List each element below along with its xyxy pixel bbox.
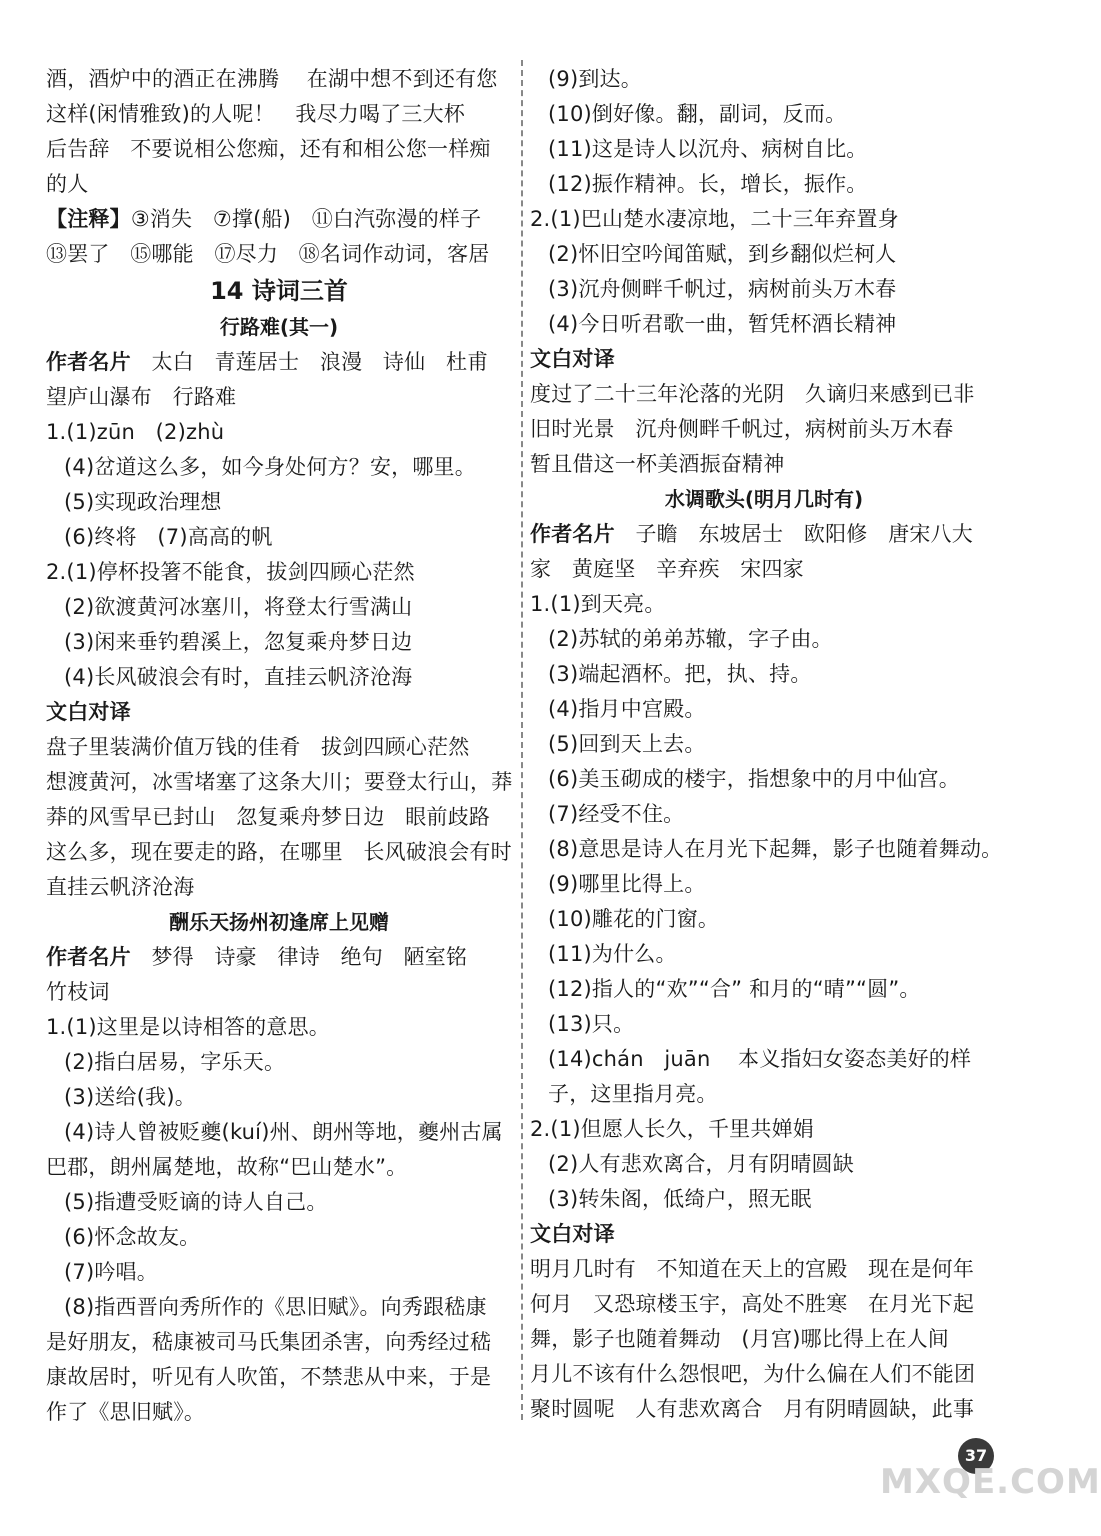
text-line: 暂且借这一杯美酒振奋精神 [530, 452, 785, 476]
text-line: (5)回到天上去。 [548, 732, 706, 756]
text-line: (3)送给(我)。 [64, 1085, 196, 1109]
text-line: (4)指月中宫殿。 [548, 697, 706, 721]
text-line: 1.(1)这里是以诗相答的意思。 [46, 1015, 330, 1039]
text-line: (3)沉舟侧畔千帆过，病树前头万木春 [548, 277, 897, 301]
labeled-line [530, 517, 998, 552]
text-line: 1.(1)到天亮。 [530, 592, 666, 616]
text-line: 后告辞 不要说相公您痴，还有和相公您一样痴 [46, 137, 491, 161]
text-line: 巴郡，朗州属楚地，故称“巴山楚水”。 [46, 1155, 408, 1179]
text-line: 盘子里装满价值万钱的佳肴 拔剑四顾心茫然 [46, 735, 470, 759]
section-heading: 文白对译 [530, 347, 615, 371]
text-line: (11)为什么。 [548, 942, 677, 966]
text-line: 舞，影子也随着舞动 (月宫)哪比得上在人间 [530, 1327, 950, 1351]
text-line: (3)端起酒杯。把，执、持。 [548, 662, 812, 686]
text-line: (7)吟唱。 [64, 1260, 158, 1284]
text-line: 1.(1)zūn (2)zhù [46, 420, 225, 444]
text-line: (2)指白居易，字乐天。 [64, 1050, 286, 1074]
line-text: 子瞻 东坡居士 欧阳修 唐宋八大 [614, 522, 973, 546]
text-line: 是好朋友，嵇康被司马氏集团杀害，向秀经过嵇 [46, 1330, 492, 1354]
text-line: (6)美玉砌成的楼宇，指想象中的月中仙宫。 [548, 767, 960, 791]
poem-title: 酬乐天扬州初逢席上见赠 [169, 910, 389, 934]
text-line: (11)这是诗人以沉舟、病树自比。 [548, 137, 868, 161]
text-line: 竹枝词 [46, 980, 110, 1004]
text-line: 2.(1)巴山楚水凄凉地，二十三年弃置身 [530, 207, 899, 231]
text-line: (10)倒好像。翻，副词，反而。 [548, 102, 847, 126]
text-line: (2)怀旧空吟闻笛赋，到乡翻似烂柯人 [548, 242, 897, 266]
text-line: 酒，酒炉中的酒正在沸腾 在湖中想不到还有您 [46, 67, 498, 91]
poem-title: 行路难(其一) [219, 315, 339, 339]
left-column [46, 62, 512, 1430]
text-line: (6)终将 (7)高高的帆 [64, 525, 273, 549]
text-line: (8)意思是诗人在月光下起舞，影子也随着舞动。 [548, 837, 1003, 861]
line-text: ③消失 ⑦撑(船) ⑪白汽弥漫的样子 [130, 207, 482, 231]
text-line: (9)到达。 [548, 67, 642, 91]
text-line: 想渡黄河，冰雪堵塞了这条大川；要登太行山，莽 [46, 770, 513, 794]
line-label: 作者名片 [46, 945, 131, 969]
section-heading: 文白对译 [530, 1222, 615, 1246]
text-line: 聚时圆呢 人有悲欢离合 月有阴晴圆缺，此事 [530, 1397, 975, 1421]
text-line: (14)chán juān 本义指妇女姿态美好的样 [548, 1047, 972, 1071]
text-line: 直挂云帆济沧海 [46, 875, 195, 899]
right-column [530, 62, 1003, 1427]
text-line: 明月几时有 不知道在天上的宫殿 现在是何年 [530, 1257, 975, 1281]
text-line: (2)欲渡黄河冰塞川，将登太行雪满山 [64, 595, 413, 619]
text-line: 2.(1)但愿人长久，千里共婵娟 [530, 1117, 814, 1141]
text-line: 度过了二十三年沦落的光阴 久谪归来感到已非 [530, 382, 975, 406]
text-line: (4)岔道这么多，如今身处何方？安，哪里。 [64, 455, 476, 479]
line-label: 【注释】 [46, 207, 131, 231]
text-line: (3)闲来垂钓碧溪上，忽复乘舟梦日边 [64, 630, 413, 654]
text-line: (4)长风破浪会有时，直挂云帆济沧海 [64, 665, 413, 689]
watermark-logo: MXQE.COM [880, 1462, 1101, 1502]
text-line: 子，这里指月亮。 [548, 1082, 718, 1106]
text-line: (4)诗人曾被贬夔(kuí)州、朗州等地，夔州古属 [64, 1120, 503, 1144]
text-line: 月儿不该有什么怨恨吧，为什么偏在人们不能团 [530, 1362, 976, 1386]
text-line: (2)人有悲欢离合，月有阴晴圆缺 [548, 1152, 854, 1176]
labeled-line [46, 345, 512, 380]
text-line: (4)今日听君歌一曲，暂凭杯酒长精神 [548, 312, 897, 336]
text-line: (7)经受不住。 [548, 802, 685, 826]
poem-title: 水调歌头(明月几时有) [664, 487, 864, 511]
page-number: 37 [958, 1438, 994, 1474]
text-line: (12)指人的“欢”“合” 和月的“晴”“圆”。 [548, 977, 921, 1001]
text-line: (2)苏轼的弟弟苏辙，字子由。 [548, 627, 833, 651]
text-line: 2.(1)停杯投箸不能食，拔剑四顾心茫然 [46, 560, 415, 584]
text-line: 这么多，现在要走的路，在哪里 长风破浪会有时 [46, 840, 512, 864]
section-heading: 文白对译 [46, 700, 131, 724]
text-line: 作了《思旧赋》。 [46, 1400, 206, 1424]
line-text: 太白 青莲居士 浪漫 诗仙 杜甫 [130, 350, 489, 374]
line-label: 作者名片 [530, 522, 615, 546]
text-line: 望庐山瀑布 行路难 [46, 385, 237, 409]
text-line: 旧时光景 沉舟侧畔千帆过，病树前头万木春 [530, 417, 954, 441]
text-line: 康故居时，听见有人吹笛，不禁悲从中来，于是 [46, 1365, 492, 1389]
text-line: (9)哪里比得上。 [548, 872, 706, 896]
labeled-line [46, 202, 512, 237]
text-line: 这样(闲情雅致)的人呢！ 我尽力喝了三大杯 [46, 102, 466, 126]
column-divider [521, 60, 523, 1420]
text-line: (6)怀念故友。 [64, 1225, 201, 1249]
labeled-line [46, 940, 512, 975]
text-line: (10)雕花的门窗。 [548, 907, 720, 931]
text-line: (5)实现政治理想 [64, 490, 222, 514]
text-line: (8)指西晋向秀所作的《思旧赋》。向秀跟嵇康 [64, 1295, 487, 1319]
line-label: 作者名片 [46, 350, 131, 374]
text-line: 的人 [46, 172, 89, 196]
text-line: ⑬罢了 ⑮哪能 ⑰尽力 ⑱名词作动词，客居 [46, 242, 490, 266]
text-line: (5)指遭受贬谪的诗人自己。 [64, 1190, 328, 1214]
text-line: 莽的风雪早已封山 忽复乘舟梦日边 眼前歧路 [46, 805, 491, 829]
text-line: (13)只。 [548, 1012, 635, 1036]
text-line: 何月 又恐琼楼玉宇，高处不胜寒 在月光下起 [530, 1292, 975, 1316]
text-line: (3)转朱阁，低绮户，照无眠 [548, 1187, 812, 1211]
chapter-heading: 14 诗词三首 [210, 277, 348, 305]
line-text: 梦得 诗豪 律诗 绝句 陋室铭 [130, 945, 468, 969]
text-line: 家 黄庭坚 辛弃疾 宋四家 [530, 557, 804, 581]
text-line: (12)振作精神。长，增长，振作。 [548, 172, 868, 196]
